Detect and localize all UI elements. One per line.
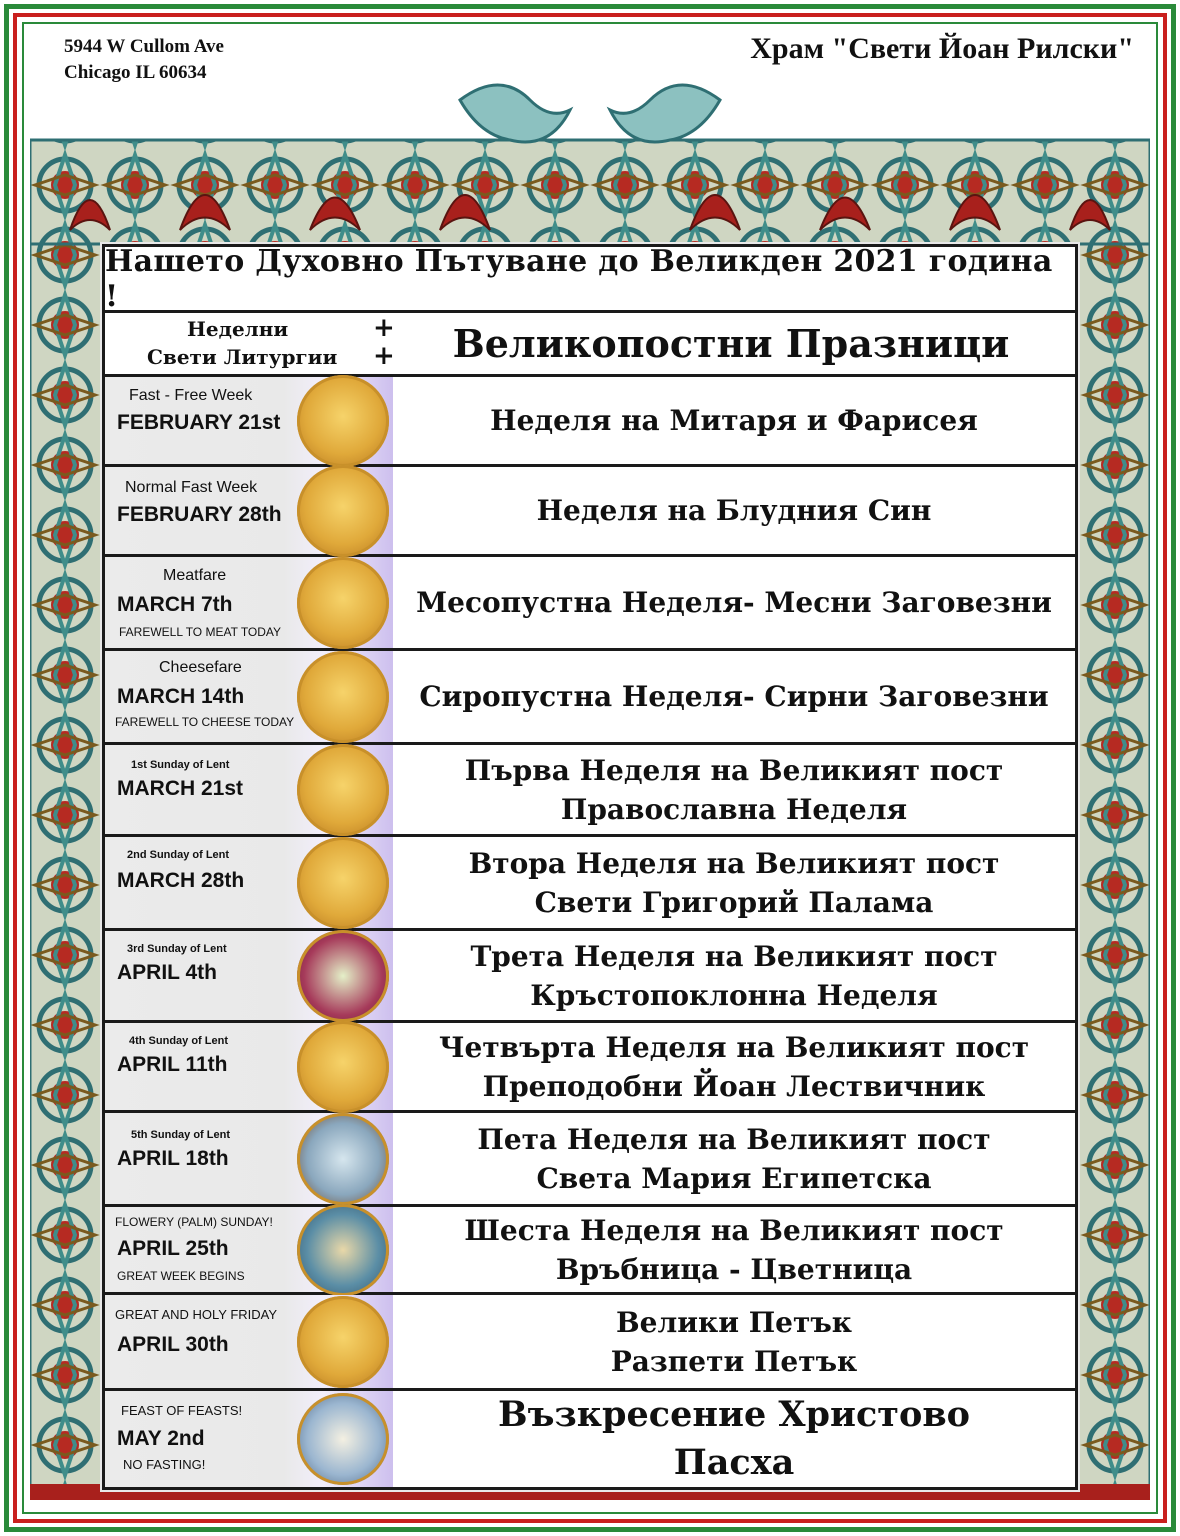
feast-line-1: Месопустна Неделя- Месни Заговезни bbox=[416, 586, 1052, 619]
prodigal-son-icon bbox=[297, 465, 389, 557]
feast-line-2: Православна Неделя bbox=[560, 792, 908, 826]
table-header-row bbox=[105, 313, 1075, 377]
row-date: APRIL 25th bbox=[117, 1237, 229, 1260]
feast-cell bbox=[393, 1207, 1075, 1292]
date-cell bbox=[105, 1295, 393, 1388]
doves-icon bbox=[460, 85, 720, 142]
feast-line-1: Велики Петък bbox=[615, 1305, 853, 1339]
lent-schedule-table bbox=[102, 244, 1078, 1490]
feast-line-1: Възкресение Христово bbox=[498, 1394, 970, 1435]
feast-line-2: Пасха bbox=[673, 1442, 795, 1483]
feast-line-1: Неделя на Митаря и Фарисея bbox=[490, 404, 978, 437]
row-note-top: 3rd Sunday of Lent bbox=[127, 943, 227, 955]
date-cell bbox=[105, 1391, 393, 1487]
row-note-top: 5th Sunday of Lent bbox=[131, 1129, 230, 1141]
date-cell bbox=[105, 837, 393, 928]
expulsion-icon bbox=[297, 651, 389, 743]
church-name: Храм "Свети Йоан Рилски" bbox=[750, 32, 1134, 65]
table-row bbox=[105, 557, 1075, 651]
table-row bbox=[105, 651, 1075, 745]
mary-of-egypt-icon bbox=[297, 1113, 389, 1205]
date-cell bbox=[105, 931, 393, 1020]
row-note-top: FLOWERY (PALM) SUNDAY! bbox=[115, 1215, 273, 1229]
feast-cell bbox=[393, 1391, 1075, 1487]
feast-cell bbox=[393, 1023, 1075, 1110]
address-line-2: Chicago IL 60634 bbox=[64, 62, 207, 83]
feast-line-1: Пета Неделя на Великият пост bbox=[477, 1122, 991, 1156]
gregory-palamas-icon bbox=[297, 837, 389, 929]
divine-ladder-icon bbox=[297, 1021, 389, 1113]
row-date: MARCH 28th bbox=[117, 869, 245, 892]
row-date: MARCH 21st bbox=[117, 777, 244, 800]
table-row bbox=[105, 1391, 1075, 1487]
table-row bbox=[105, 1295, 1075, 1391]
row-date: APRIL 4th bbox=[117, 961, 217, 984]
date-cell bbox=[105, 651, 393, 742]
table-row bbox=[105, 1113, 1075, 1207]
feast-cell bbox=[393, 1113, 1075, 1204]
row-note-bottom: FAREWELL TO CHEESE TODAY bbox=[115, 715, 295, 729]
feast-cell bbox=[393, 1295, 1075, 1388]
row-note-bottom: GREAT WEEK BEGINS bbox=[117, 1269, 245, 1283]
row-note-top: Cheesefare bbox=[159, 659, 242, 676]
date-cell bbox=[105, 1207, 393, 1292]
feast-line-1: Трета Неделя на Великият пост bbox=[470, 939, 998, 973]
row-date: FEBRUARY 28th bbox=[117, 503, 282, 526]
feast-line-1: Шеста Неделя на Великият пост bbox=[464, 1213, 1004, 1247]
row-date: APRIL 30th bbox=[117, 1333, 229, 1356]
row-date: MARCH 7th bbox=[117, 593, 233, 616]
last-judgment-icon bbox=[297, 557, 389, 649]
table-row bbox=[105, 377, 1075, 467]
row-date: MARCH 14th bbox=[117, 685, 245, 708]
page-title: Нашето Духовно Пътуване до Великден 2021 година ! bbox=[105, 247, 1075, 313]
row-note-bottom: NO FASTING! bbox=[123, 1457, 206, 1472]
table-row bbox=[105, 837, 1075, 931]
row-note-top: 1st Sunday of Lent bbox=[131, 759, 230, 771]
table-row bbox=[105, 467, 1075, 557]
feast-line-2: Света Мария Египетска bbox=[536, 1161, 932, 1195]
date-cell bbox=[105, 377, 393, 464]
row-date: APRIL 11th bbox=[117, 1053, 228, 1076]
crucifixion-icon bbox=[297, 1296, 389, 1388]
feast-cell bbox=[393, 651, 1075, 742]
header-liturgies-line2: Свети Литургии bbox=[147, 345, 338, 369]
feast-line-2: Връбница - Цветница bbox=[555, 1252, 913, 1286]
header-feasts: Великопостни Празници bbox=[452, 321, 1010, 366]
address-line-1: 5944 W Cullom Ave bbox=[64, 36, 224, 57]
row-note-top: Normal Fast Week bbox=[125, 479, 258, 496]
feast-line-1: Четвърта Неделя на Великият пост bbox=[438, 1030, 1030, 1064]
header-liturgies bbox=[105, 313, 395, 374]
date-cell bbox=[105, 745, 393, 834]
feast-cell bbox=[393, 467, 1075, 554]
row-date: MAY 2nd bbox=[117, 1427, 205, 1450]
feast-line-1: Неделя на Блудния Син bbox=[536, 494, 932, 527]
theotokos-icon bbox=[297, 744, 389, 836]
table-row bbox=[105, 1207, 1075, 1295]
resurrection-icon bbox=[297, 1393, 389, 1485]
row-note-top: Meatfare bbox=[163, 567, 227, 584]
holy-cross-icon bbox=[297, 930, 389, 1022]
cross-icon: + bbox=[373, 313, 395, 343]
cross-icon: + bbox=[373, 341, 395, 371]
row-note-bottom: FAREWELL TO MEAT TODAY bbox=[119, 625, 282, 639]
feast-cell bbox=[393, 377, 1075, 464]
row-date: APRIL 18th bbox=[117, 1147, 229, 1170]
row-note-top: 2nd Sunday of Lent bbox=[127, 849, 230, 861]
table-row bbox=[105, 745, 1075, 837]
row-note-top: Fast - Free Week bbox=[129, 387, 253, 404]
date-cell bbox=[105, 1113, 393, 1204]
feast-cell bbox=[393, 837, 1075, 928]
feast-cell bbox=[393, 745, 1075, 834]
publican-pharisee-icon bbox=[297, 375, 389, 467]
feast-line-2: Свети Григорий Палама bbox=[534, 885, 934, 919]
church-address bbox=[64, 34, 224, 86]
feast-line-1: Сиропустна Неделя- Сирни Заговезни bbox=[419, 680, 1049, 713]
feast-line-2: Кръстопоклонна Неделя bbox=[530, 978, 938, 1012]
row-date: FEBRUARY 21st bbox=[117, 411, 281, 434]
feast-cell bbox=[393, 557, 1075, 648]
feast-cell bbox=[393, 931, 1075, 1020]
feast-line-1: Втора Неделя на Великият пост bbox=[468, 846, 1000, 880]
feast-line-2: Разпети Петък bbox=[610, 1344, 858, 1378]
feast-line-1: Първа Неделя на Великият пост bbox=[464, 753, 1004, 787]
feast-line-2: Преподобни Йоан Лествичник bbox=[482, 1069, 986, 1103]
date-cell bbox=[105, 1023, 393, 1110]
row-note-top: FEAST OF FEASTS! bbox=[121, 1403, 243, 1418]
palm-sunday-icon bbox=[297, 1204, 389, 1296]
table-row bbox=[105, 931, 1075, 1023]
date-cell bbox=[105, 467, 393, 554]
row-note-top: 4th Sunday of Lent bbox=[129, 1035, 228, 1047]
row-note-top: GREAT AND HOLY FRIDAY bbox=[115, 1307, 278, 1322]
date-cell bbox=[105, 557, 393, 648]
table-row bbox=[105, 1023, 1075, 1113]
header-liturgies-line1: Неделни bbox=[187, 317, 289, 341]
